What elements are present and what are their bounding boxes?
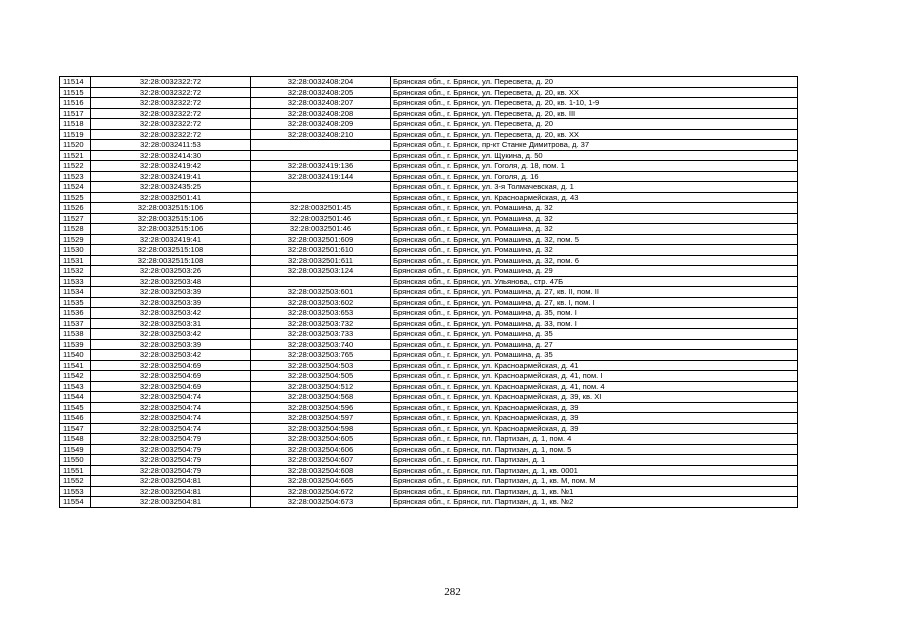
address-cell: Брянская обл., г. Брянск, ул. Ромашина, д. 32 xyxy=(391,224,798,235)
address-cell: Брянская обл., г. Брянск, ул. Ульянова,, стр. 47Б xyxy=(391,276,798,287)
address-cell: Брянская обл., г. Брянск, ул. Ромашина, д. 27, кв. I, пом. I xyxy=(391,297,798,308)
address-cell: Брянская обл., г. Брянск, ул. Красноармейская, д. 39 xyxy=(391,413,798,424)
parcel-cadastral-number-cell: 32:28:0032515:106 xyxy=(91,213,251,224)
address-cell: Брянская обл., г. Брянск, ул. Ромашина, д. 33, пом. I xyxy=(391,318,798,329)
address-cell: Брянская обл., г. Брянск, пл. Партизан, д. 1, кв. №2 xyxy=(391,497,798,508)
building-cadastral-number-cell: 32:28:0032419:144 xyxy=(251,171,391,182)
table-row xyxy=(60,77,798,88)
registry-table-body xyxy=(60,77,798,508)
row-number-cell: 11551 xyxy=(60,465,91,476)
table-row xyxy=(60,371,798,382)
row-number-cell: 11546 xyxy=(60,413,91,424)
row-number-cell: 11545 xyxy=(60,402,91,413)
table-row xyxy=(60,413,798,424)
parcel-cadastral-number-cell: 32:28:0032322:72 xyxy=(91,119,251,130)
table-row xyxy=(60,119,798,130)
parcel-cadastral-number-cell: 32:28:0032515:106 xyxy=(91,203,251,214)
table-row xyxy=(60,98,798,109)
row-number-cell: 11538 xyxy=(60,329,91,340)
address-cell: Брянская обл., г. Брянск, ул. Пересвета, д. 20, кв. XX xyxy=(391,129,798,140)
table-row xyxy=(60,444,798,455)
building-cadastral-number-cell: 32:28:0032501:46 xyxy=(251,224,391,235)
table-row xyxy=(60,255,798,266)
row-number-cell: 11524 xyxy=(60,182,91,193)
address-cell: Брянская обл., г. Брянск, ул. Ромашина, д. 32 xyxy=(391,203,798,214)
building-cadastral-number-cell: 32:28:0032408:207 xyxy=(251,98,391,109)
address-cell: Брянская обл., г. Брянск, пл. Партизан, д. 1, кв. №1 xyxy=(391,486,798,497)
parcel-cadastral-number-cell: 32:28:0032504:79 xyxy=(91,465,251,476)
table-row xyxy=(60,497,798,508)
address-cell: Брянская обл., г. Брянск, ул. 3-я Толмачевская, д. 1 xyxy=(391,182,798,193)
building-cadastral-number-cell: 32:28:0032504:505 xyxy=(251,371,391,382)
building-cadastral-number-cell: 32:28:0032504:596 xyxy=(251,402,391,413)
building-cadastral-number-cell: 32:28:0032504:598 xyxy=(251,423,391,434)
row-number-cell: 11542 xyxy=(60,371,91,382)
address-cell: Брянская обл., г. Брянск, ул. Красноармейская, д. 41, пом. 4 xyxy=(391,381,798,392)
row-number-cell: 11535 xyxy=(60,297,91,308)
building-cadastral-number-cell: 32:28:0032501:45 xyxy=(251,203,391,214)
row-number-cell: 11523 xyxy=(60,171,91,182)
table-row xyxy=(60,224,798,235)
table-row xyxy=(60,192,798,203)
building-cadastral-number-cell: 32:28:0032503:601 xyxy=(251,287,391,298)
parcel-cadastral-number-cell: 32:28:0032504:81 xyxy=(91,476,251,487)
row-number-cell: 11547 xyxy=(60,423,91,434)
table-row xyxy=(60,140,798,151)
table-row xyxy=(60,213,798,224)
address-cell: Брянская обл., г. Брянск, ул. Ромашина, д. 32, пом. 6 xyxy=(391,255,798,266)
building-cadastral-number-cell: 32:28:0032504:597 xyxy=(251,413,391,424)
parcel-cadastral-number-cell: 32:28:0032503:39 xyxy=(91,297,251,308)
address-cell: Брянская обл., г. Брянск, ул. Ромашина, д. 27 xyxy=(391,339,798,350)
building-cadastral-number-cell: 32:28:0032503:733 xyxy=(251,329,391,340)
row-number-cell: 11519 xyxy=(60,129,91,140)
building-cadastral-number-cell: 32:28:0032503:602 xyxy=(251,297,391,308)
parcel-cadastral-number-cell: 32:28:0032501:41 xyxy=(91,192,251,203)
table-row xyxy=(60,455,798,466)
parcel-cadastral-number-cell: 32:28:0032503:39 xyxy=(91,287,251,298)
address-cell: Брянская обл., г. Брянск, ул. Пересвета, д. 20, кв. 1-10, 1-9 xyxy=(391,98,798,109)
parcel-cadastral-number-cell: 32:28:0032504:74 xyxy=(91,423,251,434)
building-cadastral-number-cell: 32:28:0032504:512 xyxy=(251,381,391,392)
table-row xyxy=(60,360,798,371)
row-number-cell: 11536 xyxy=(60,308,91,319)
building-cadastral-number-cell: 32:28:0032503:732 xyxy=(251,318,391,329)
building-cadastral-number-cell: 32:28:0032408:204 xyxy=(251,77,391,88)
parcel-cadastral-number-cell: 32:28:0032504:81 xyxy=(91,497,251,508)
address-cell: Брянская обл., г. Брянск, ул. Ромашина, д. 32, пом. 5 xyxy=(391,234,798,245)
table-row xyxy=(60,308,798,319)
registry-table xyxy=(59,76,798,508)
row-number-cell: 11518 xyxy=(60,119,91,130)
parcel-cadastral-number-cell: 32:28:0032322:72 xyxy=(91,87,251,98)
table-row xyxy=(60,266,798,277)
row-number-cell: 11527 xyxy=(60,213,91,224)
building-cadastral-number-cell: 32:28:0032503:765 xyxy=(251,350,391,361)
building-cadastral-number-cell: 32:28:0032504:503 xyxy=(251,360,391,371)
row-number-cell: 11548 xyxy=(60,434,91,445)
parcel-cadastral-number-cell: 32:28:0032515:108 xyxy=(91,255,251,266)
table-row xyxy=(60,434,798,445)
building-cadastral-number-cell xyxy=(251,182,391,193)
address-cell: Брянская обл., г. Брянск, ул. Щукина, д. 50 xyxy=(391,150,798,161)
page-number: 282 xyxy=(444,586,461,598)
row-number-cell: 11554 xyxy=(60,497,91,508)
address-cell: Брянская обл., г. Брянск, пл. Партизан, д. 1, кв. М, пом. М xyxy=(391,476,798,487)
address-cell: Брянская обл., г. Брянск, ул. Пересвета, д. 20, кв. III xyxy=(391,108,798,119)
address-cell: Брянская обл., г. Брянск, ул. Красноармейская, д. 39, кв. XI xyxy=(391,392,798,403)
parcel-cadastral-number-cell: 32:28:0032515:108 xyxy=(91,245,251,256)
table-row xyxy=(60,465,798,476)
table-row xyxy=(60,150,798,161)
address-cell: Брянская обл., г. Брянск, ул. Ромашина, д. 35, пом. I xyxy=(391,308,798,319)
row-number-cell: 11534 xyxy=(60,287,91,298)
parcel-cadastral-number-cell: 32:28:0032322:72 xyxy=(91,129,251,140)
table-row xyxy=(60,171,798,182)
parcel-cadastral-number-cell: 32:28:0032503:26 xyxy=(91,266,251,277)
parcel-cadastral-number-cell: 32:28:0032322:72 xyxy=(91,77,251,88)
parcel-cadastral-number-cell: 32:28:0032504:74 xyxy=(91,402,251,413)
parcel-cadastral-number-cell: 32:28:0032503:42 xyxy=(91,350,251,361)
row-number-cell: 11528 xyxy=(60,224,91,235)
building-cadastral-number-cell: 32:28:0032504:606 xyxy=(251,444,391,455)
row-number-cell: 11541 xyxy=(60,360,91,371)
building-cadastral-number-cell: 32:28:0032408:205 xyxy=(251,87,391,98)
row-number-cell: 11549 xyxy=(60,444,91,455)
address-cell: Брянская обл., г. Брянск, ул. Гоголя, д. 18, пом. 1 xyxy=(391,161,798,172)
building-cadastral-number-cell: 32:28:0032501:611 xyxy=(251,255,391,266)
table-row xyxy=(60,318,798,329)
address-cell: Брянская обл., г. Брянск, ул. Красноармейская, д. 41, пом. I xyxy=(391,371,798,382)
address-cell: Брянская обл., г. Брянск, ул. Красноармейская, д. 39 xyxy=(391,402,798,413)
row-number-cell: 11552 xyxy=(60,476,91,487)
row-number-cell: 11537 xyxy=(60,318,91,329)
address-cell: Брянская обл., г. Брянск, ул. Ромашина, д. 35 xyxy=(391,329,798,340)
row-number-cell: 11521 xyxy=(60,150,91,161)
row-number-cell: 11531 xyxy=(60,255,91,266)
table-row xyxy=(60,129,798,140)
building-cadastral-number-cell: 32:28:0032504:568 xyxy=(251,392,391,403)
row-number-cell: 11540 xyxy=(60,350,91,361)
table-row xyxy=(60,392,798,403)
table-row xyxy=(60,108,798,119)
building-cadastral-number-cell: 32:28:0032501:46 xyxy=(251,213,391,224)
row-number-cell: 11544 xyxy=(60,392,91,403)
row-number-cell: 11526 xyxy=(60,203,91,214)
building-cadastral-number-cell: 32:28:0032504:605 xyxy=(251,434,391,445)
parcel-cadastral-number-cell: 32:28:0032504:79 xyxy=(91,455,251,466)
address-cell: Брянская обл., г. Брянск, ул. Ромашина, д. 32 xyxy=(391,213,798,224)
parcel-cadastral-number-cell: 32:28:0032503:39 xyxy=(91,339,251,350)
row-number-cell: 11516 xyxy=(60,98,91,109)
building-cadastral-number-cell: 32:28:0032504:607 xyxy=(251,455,391,466)
building-cadastral-number-cell xyxy=(251,150,391,161)
parcel-cadastral-number-cell: 32:28:0032504:74 xyxy=(91,413,251,424)
row-number-cell: 11533 xyxy=(60,276,91,287)
building-cadastral-number-cell: 32:28:0032503:653 xyxy=(251,308,391,319)
row-number-cell: 11517 xyxy=(60,108,91,119)
table-row xyxy=(60,339,798,350)
table-row xyxy=(60,402,798,413)
address-cell: Брянская обл., г. Брянск, ул. Ромашина, д. 35 xyxy=(391,350,798,361)
address-cell: Брянская обл., г. Брянск, ул. Красноармейская, д. 39 xyxy=(391,423,798,434)
parcel-cadastral-number-cell: 32:28:0032419:41 xyxy=(91,171,251,182)
table-row xyxy=(60,423,798,434)
parcel-cadastral-number-cell: 32:28:0032504:81 xyxy=(91,486,251,497)
row-number-cell: 11553 xyxy=(60,486,91,497)
table-row xyxy=(60,245,798,256)
parcel-cadastral-number-cell: 32:28:0032414:30 xyxy=(91,150,251,161)
parcel-cadastral-number-cell: 32:28:0032504:69 xyxy=(91,360,251,371)
building-cadastral-number-cell: 32:28:0032503:124 xyxy=(251,266,391,277)
building-cadastral-number-cell: 32:28:0032503:740 xyxy=(251,339,391,350)
parcel-cadastral-number-cell: 32:28:0032322:72 xyxy=(91,108,251,119)
parcel-cadastral-number-cell: 32:28:0032504:79 xyxy=(91,444,251,455)
building-cadastral-number-cell: 32:28:0032408:209 xyxy=(251,119,391,130)
table-row xyxy=(60,381,798,392)
address-cell: Брянская обл., г. Брянск, ул. Красноармейская, д. 43 xyxy=(391,192,798,203)
table-row xyxy=(60,234,798,245)
address-cell: Брянская обл., г. Брянск, пл. Партизан, д. 1, пом. 4 xyxy=(391,434,798,445)
building-cadastral-number-cell: 32:28:0032504:672 xyxy=(251,486,391,497)
parcel-cadastral-number-cell: 32:28:0032419:42 xyxy=(91,161,251,172)
address-cell: Брянская обл., г. Брянск, ул. Пересвета, д. 20, кв. XX xyxy=(391,87,798,98)
table-row xyxy=(60,182,798,193)
building-cadastral-number-cell xyxy=(251,140,391,151)
building-cadastral-number-cell: 32:28:0032504:608 xyxy=(251,465,391,476)
building-cadastral-number-cell: 32:28:0032504:665 xyxy=(251,476,391,487)
address-cell: Брянская обл., г. Брянск, пл. Партизан, д. 1 xyxy=(391,455,798,466)
table-row xyxy=(60,350,798,361)
row-number-cell: 11522 xyxy=(60,161,91,172)
table-row xyxy=(60,329,798,340)
address-cell: Брянская обл., г. Брянск, ул. Гоголя, д. 16 xyxy=(391,171,798,182)
parcel-cadastral-number-cell: 32:28:0032504:79 xyxy=(91,434,251,445)
table-row xyxy=(60,161,798,172)
building-cadastral-number-cell: 32:28:0032504:673 xyxy=(251,497,391,508)
parcel-cadastral-number-cell: 32:28:0032322:72 xyxy=(91,98,251,109)
parcel-cadastral-number-cell: 32:28:0032503:48 xyxy=(91,276,251,287)
parcel-cadastral-number-cell: 32:28:0032504:69 xyxy=(91,381,251,392)
address-cell: Брянская обл., г. Брянск, ул. Ромашина, д. 27, кв. II, пом. II xyxy=(391,287,798,298)
building-cadastral-number-cell xyxy=(251,192,391,203)
address-cell: Брянская обл., г. Брянск, пр-кт Станке Димитрова, д. 37 xyxy=(391,140,798,151)
address-cell: Брянская обл., г. Брянск, ул. Пересвета, д. 20 xyxy=(391,119,798,130)
row-number-cell: 11550 xyxy=(60,455,91,466)
address-cell: Брянская обл., г. Брянск, ул. Ромашина, д. 32 xyxy=(391,245,798,256)
parcel-cadastral-number-cell: 32:28:0032411:53 xyxy=(91,140,251,151)
parcel-cadastral-number-cell: 32:28:0032503:31 xyxy=(91,318,251,329)
parcel-cadastral-number-cell: 32:28:0032504:74 xyxy=(91,392,251,403)
row-number-cell: 11532 xyxy=(60,266,91,277)
row-number-cell: 11529 xyxy=(60,234,91,245)
table-row xyxy=(60,476,798,487)
building-cadastral-number-cell xyxy=(251,276,391,287)
table-row xyxy=(60,203,798,214)
row-number-cell: 11520 xyxy=(60,140,91,151)
parcel-cadastral-number-cell: 32:28:0032419:41 xyxy=(91,234,251,245)
table-row xyxy=(60,486,798,497)
row-number-cell: 11514 xyxy=(60,77,91,88)
address-cell: Брянская обл., г. Брянск, ул. Красноармейская, д. 41 xyxy=(391,360,798,371)
row-number-cell: 11515 xyxy=(60,87,91,98)
building-cadastral-number-cell: 32:28:0032408:210 xyxy=(251,129,391,140)
address-cell: Брянская обл., г. Брянск, ул. Ромашина, д. 29 xyxy=(391,266,798,277)
parcel-cadastral-number-cell: 32:28:0032435:25 xyxy=(91,182,251,193)
table-row xyxy=(60,87,798,98)
building-cadastral-number-cell: 32:28:0032408:208 xyxy=(251,108,391,119)
address-cell: Брянская обл., г. Брянск, пл. Партизан, д. 1, кв. 0001 xyxy=(391,465,798,476)
parcel-cadastral-number-cell: 32:28:0032515:106 xyxy=(91,224,251,235)
address-cell: Брянская обл., г. Брянск, ул. Пересвета, д. 20 xyxy=(391,77,798,88)
table-row xyxy=(60,276,798,287)
table-row xyxy=(60,297,798,308)
building-cadastral-number-cell: 32:28:0032419:136 xyxy=(251,161,391,172)
row-number-cell: 11543 xyxy=(60,381,91,392)
table-row xyxy=(60,287,798,298)
parcel-cadastral-number-cell: 32:28:0032504:69 xyxy=(91,371,251,382)
building-cadastral-number-cell: 32:28:0032501:610 xyxy=(251,245,391,256)
parcel-cadastral-number-cell: 32:28:0032503:42 xyxy=(91,329,251,340)
row-number-cell: 11539 xyxy=(60,339,91,350)
row-number-cell: 11525 xyxy=(60,192,91,203)
row-number-cell: 11530 xyxy=(60,245,91,256)
building-cadastral-number-cell: 32:28:0032501:609 xyxy=(251,234,391,245)
parcel-cadastral-number-cell: 32:28:0032503:42 xyxy=(91,308,251,319)
address-cell: Брянская обл., г. Брянск, пл. Партизан, д. 1, пом. 5 xyxy=(391,444,798,455)
